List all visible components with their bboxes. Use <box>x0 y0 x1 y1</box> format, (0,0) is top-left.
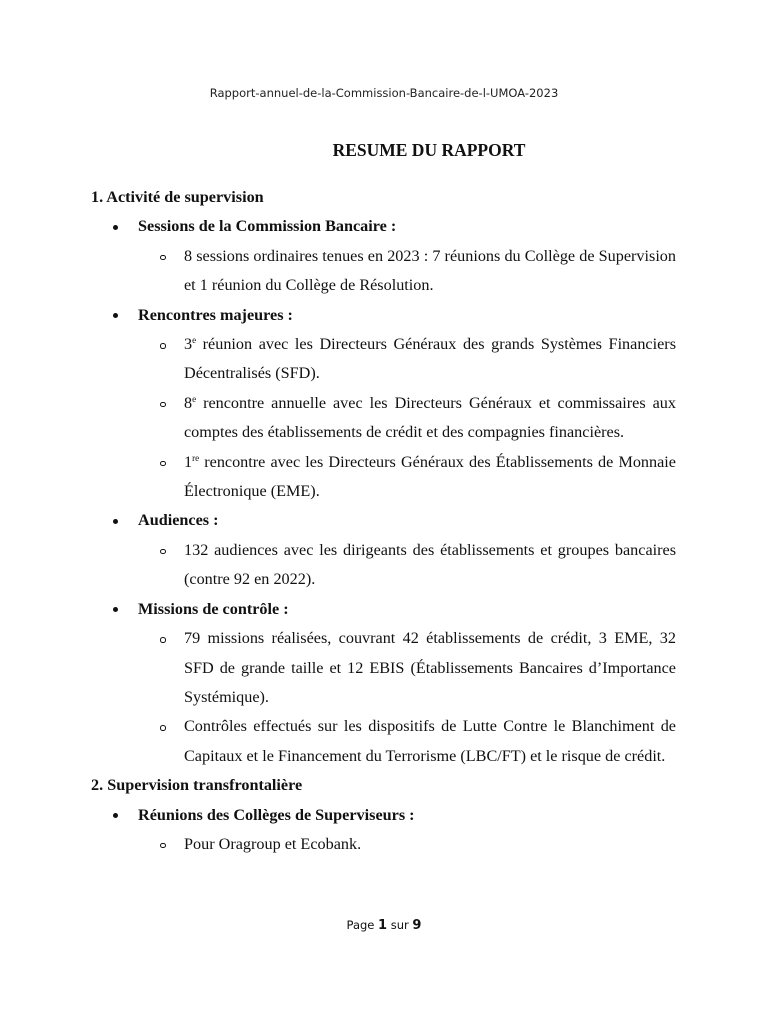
bullet-dot-icon <box>113 313 118 318</box>
bullet-dot-icon <box>113 225 118 230</box>
ordinal-suffix: e <box>192 393 197 404</box>
sub-item-text: rencontre avec les Directeurs Généraux des Établissements de Monnaie Électronique (EME). <box>184 452 676 501</box>
page-footer <box>0 918 768 933</box>
ordinal-suffix: re <box>192 452 200 463</box>
circle-bullet-icon <box>160 549 166 555</box>
bullet-dot-icon <box>113 607 118 612</box>
sub-item-text: 132 audiences avec les dirigeants des établissements et groupes bancaires (contre 92 en 2022). <box>184 540 676 589</box>
sub-item-text: 79 missions réalisées, couvrant 42 établissements de crédit, 3 EME, 32 SFD de grande taille et 12 EBIS (Établissements Bancaires d’Importance Systémique). <box>184 629 676 706</box>
bullet-item <box>0 301 768 330</box>
circle-bullet-icon <box>160 725 166 731</box>
circle-bullet-icon <box>160 843 166 849</box>
bullet-item <box>0 595 768 624</box>
sub-item-text: rencontre annuelle avec les Directeurs Généraux et commissaires aux comptes des établissements de crédit et des compagnies financières. <box>184 393 676 442</box>
sub-item <box>0 242 676 301</box>
ordinal-suffix: e <box>192 335 197 346</box>
section-heading: 2. Supervision transfrontalière <box>91 776 303 795</box>
bullet-dot-icon <box>113 519 118 524</box>
circle-bullet-icon <box>160 255 166 261</box>
page-number: 1 <box>378 918 388 933</box>
bullet-label: Audiences : <box>138 511 219 530</box>
sub-item <box>0 448 676 507</box>
document-title: RESUME DU RAPPORT <box>332 140 526 160</box>
sub-item-text: Pour Oragroup et Ecobank. <box>184 834 362 853</box>
document-body <box>0 183 768 859</box>
sub-item <box>0 712 676 771</box>
sub-item <box>0 389 676 448</box>
bullet-item <box>0 506 768 535</box>
sub-item <box>0 330 676 389</box>
circle-bullet-icon <box>160 461 166 467</box>
ordinal-number: 1 <box>184 452 193 471</box>
ordinal-number: 8 <box>184 393 193 412</box>
bullet-label: Rencontres majeures : <box>138 305 293 324</box>
sub-item <box>0 830 676 859</box>
bullet-dot-icon <box>113 813 118 818</box>
bullet-item <box>0 801 768 830</box>
circle-bullet-icon <box>160 343 166 349</box>
section-heading: 1. Activité de supervision <box>91 188 264 206</box>
page-total: 9 <box>412 918 422 933</box>
bullet-label: Réunions des Collèges de Superviseurs : <box>138 805 415 824</box>
bullet-label: Sessions de la Commission Bancaire : <box>138 217 397 236</box>
sub-item <box>0 536 676 595</box>
running-header: Rapport-annuel-de-la-Commission-Bancaire-de-l-UMOA-2023 <box>209 86 559 100</box>
circle-bullet-icon <box>160 402 166 408</box>
sub-item <box>0 624 676 712</box>
sub-item-text: réunion avec les Directeurs Généraux des grands Systèmes Financiers Décentralisés (SFD). <box>184 335 676 383</box>
ordinal-number: 3 <box>184 335 193 354</box>
of-word: sur <box>390 918 409 932</box>
bullet-item <box>0 212 768 241</box>
bullet-label: Missions de contrôle : <box>138 599 289 618</box>
sub-item-text: Contrôles effectués sur les dispositifs de Lutte Contre le Blanchiment de Capitaux et le Financement du Terrorisme (LBC/FT) et le risque de crédit. <box>184 717 676 765</box>
sub-item-text: 8 sessions ordinaires tenues en 2023 : 7 réunions du Collège de Supervision et 1 réunion du Collège de Résolution. <box>184 246 676 295</box>
circle-bullet-icon <box>160 637 166 643</box>
page-word: Page <box>346 918 375 932</box>
